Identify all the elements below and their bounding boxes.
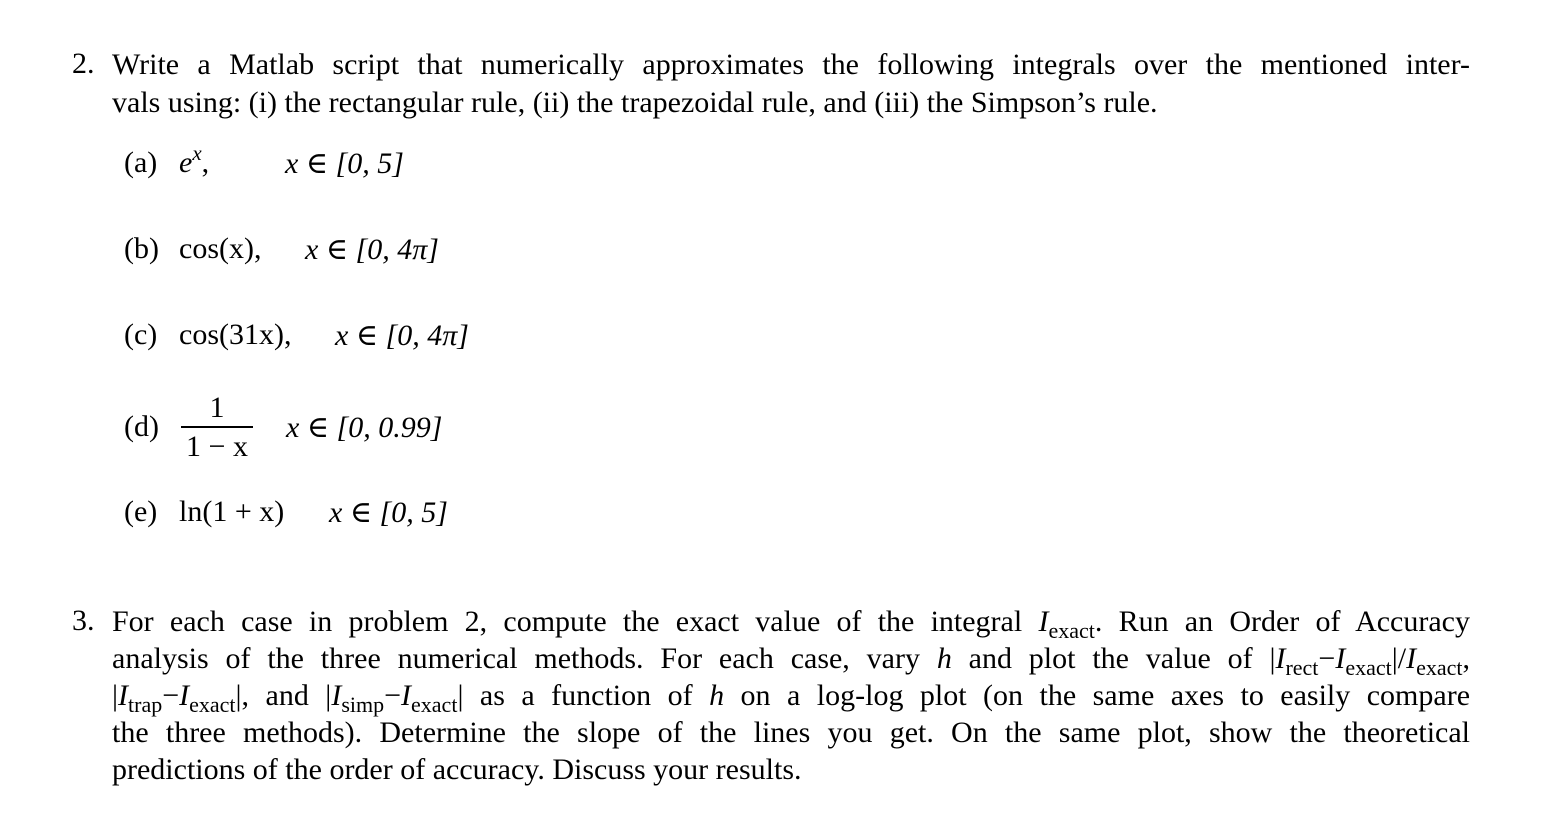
problem-3-text-line-4: the three methods). Determine the slope of the lines you get. On the same plot, show the theoretical — [112, 716, 1470, 749]
item-d-denominator: 1 − x — [186, 429, 248, 463]
item-a-label: (a) — [124, 146, 158, 179]
problem-3-text-line-1: For each case in problem 2, compute the exact value of the integral $I_{exact}$. Run an Order of Accuracy — [112, 605, 1470, 643]
item-e-function: ln(1 + x) — [179, 495, 285, 528]
problem-2-text-line-1: Write a Matlab script that numerically approximates the following integrals over the mentioned inter- — [112, 48, 1470, 81]
problem-2-text-line-2: vals using: (i) the rectangular rule, (ii) the trapezoidal rule, and (iii) the Simpson’s rule. — [112, 86, 1158, 119]
problem-2-number: 2. — [72, 47, 95, 80]
item-c-label: (c) — [124, 318, 158, 351]
problem-3-text-line-2: analysis of the three numerical methods. For each case, vary h and plot the value of $|I_{rect}-I_{exact}|/I_{exact}$, — [112, 642, 1470, 680]
i-exact-symbol: $I_{exact}$ — [1038, 605, 1095, 643]
item-b-interval: x ∈ [0, 4π] — [305, 233, 439, 266]
problem-3-text-line-5: predictions of the order of accuracy. Discuss your results. — [112, 753, 802, 786]
item-e-label: (e) — [124, 495, 158, 528]
item-b-function: cos(x), — [179, 232, 262, 265]
item-a-function: $e^x$, — [179, 141, 210, 179]
item-a-interval: x ∈ [0, 5] — [285, 147, 404, 180]
fraction-bar — [181, 426, 253, 428]
item-c-function: cos(31x), — [179, 318, 292, 351]
item-d-label: (d) — [124, 410, 159, 443]
problem-3-number: 3. — [72, 604, 95, 637]
item-d-fraction — [181, 393, 253, 462]
item-d-numerator: 1 — [209, 391, 225, 424]
item-e-interval: x ∈ [0, 5] — [329, 496, 448, 529]
item-b-label: (b) — [124, 232, 159, 265]
item-c-interval: x ∈ [0, 4π] — [335, 319, 469, 352]
item-d-interval: x ∈ [0, 0.99] — [286, 411, 443, 444]
problem-3-text-line-3: $|I_{trap}-I_{exact}|$, and $|I_{simp}-I_{exact}|$ as a function of h on a log-log plot (on the same axes to easily compare — [112, 679, 1471, 717]
